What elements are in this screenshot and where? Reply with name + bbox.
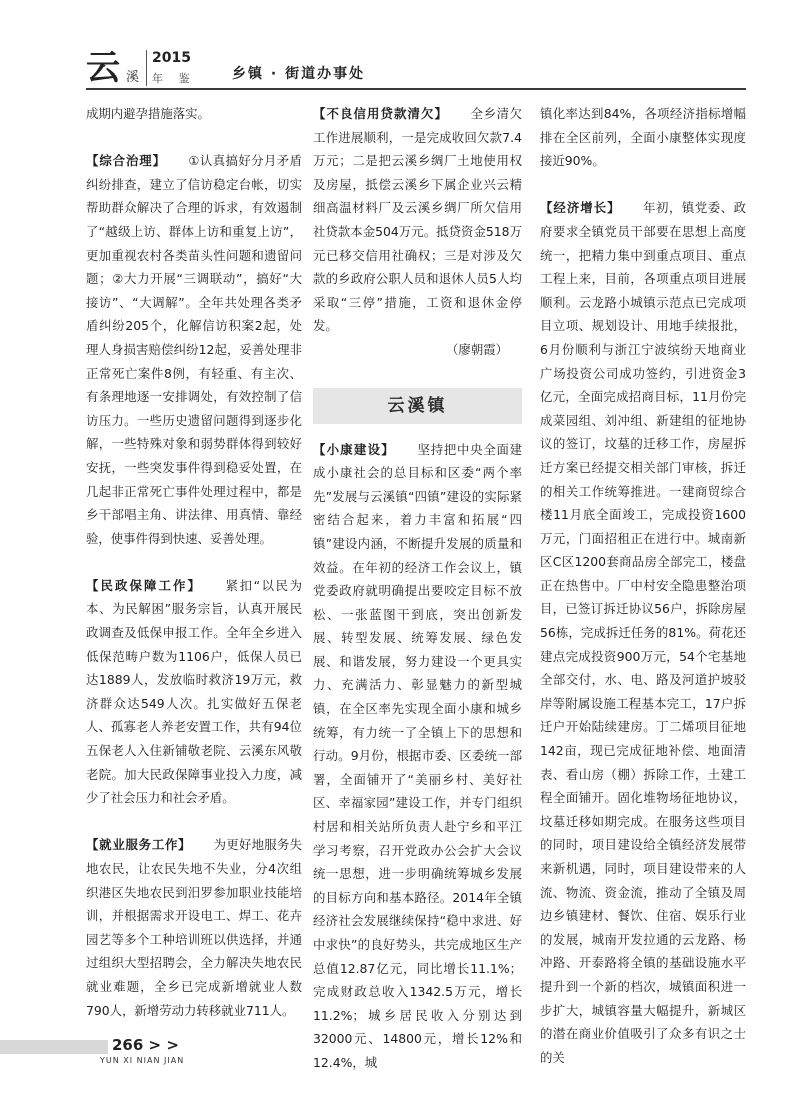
- town-section-heading: 云溪镇: [313, 388, 522, 424]
- author-credit: （廖朝霞）: [446, 341, 508, 357]
- paragraph-text: 为更好地服务失地农民，让农民失地不失业，分4次组织港区失地农民到汨罗参加职业技能培训，并根据需求开设电工、焊工、花卉园艺等多个工种培训班以供选择，并通过组织大型招聘会，全力解决失地农民就业难题，全乡已完成新增就业人数790人，新增劳动力转移就业711人。: [86, 837, 303, 1018]
- column-3: [540, 102, 746, 1069]
- section-keyword: 【经济增长】: [540, 200, 621, 216]
- header-nianjian: 年 鉴: [152, 72, 196, 85]
- column-1: [86, 102, 302, 1022]
- paragraph-civil-affairs: [86, 574, 302, 810]
- page-number-value: 266: [112, 1036, 144, 1054]
- paragraph-text: 坚持把中央全面建成小康社会的总目标和区委“两个率先”发展与云溪镇“四镇”建设的实际紧密结合起来，着力丰富和拓展“四镇”建设内涵，不断提升发展的质量和效益。在年初的经济工作会议上，镇党委政府就明确提出要咬定目标不放松、一张蓝图干到底，突出创新发展、转型发展、统筹发展、绿色发展、和谐发展，努力建设一个更具实力、充满活力、彰显魅力的新型城镇，在全区率先实现全面小康和城乡统筹，有力统一了全镇上下的思想和行动。9月份，根据市委、区委统一部署，全面铺开了“美丽乡村、美好社区、幸福家园”建设工作，并专门组织村居和相关站所负责人赴宁乡和平江学习考察，召开党政办公会扩大会议统一思想，进一步明确统筹城乡发展的目标方向和基本路径。2014年全镇经济社会发展继续保持“稳中求进、好中求快”的良好势头，共完成地区生产总值12.87亿元，同比增长11.1%；完成财政总收入1342.5万元，增长11.2%；城乡居民收入分别达到32000元、14800元，增长12%和12.4%，城: [313, 441, 523, 1070]
- yearbook-logo-char: 云: [86, 48, 120, 88]
- header-rule: [86, 88, 746, 90]
- paragraph-text: ①认真搞好分月矛盾纠纷排查，建立了信访稳定台帐，切实帮助群众解决了合理的诉求，有效遏制了“越级上访、群体上访和重复上访”，更加重视农村各类苗头性问题和遗留问题；②大力开展“三调联动”，搞好“大接访”、“大调解”。全年共处理各类矛盾纠纷205个，化解信访积案2起，处理人身损害赔偿纠纷12起，妥善处理非正常死亡案件8例，有轻重、有主次、有条理地逐一安排调处，有效控制了信访压力。一些历史遗留问题得到逐步化解，一些特殊对象和弱势群体得到较好安抚，一些突发事件得到稳妥处置，在几起非正常死亡事件处理过程中，都是乡干部唱主角、讲法律、用真情、靠经验，使事件得到快速、妥善处理。: [86, 153, 303, 546]
- paragraph-continuation: 镇化率达到84%，各项经济指标增幅排在全区前列，全面小康整体实现度接近90%。: [540, 106, 746, 169]
- page-arrows: > >: [148, 1036, 179, 1054]
- paragraph-text: 年初，镇党委、政府要求全镇党员干部要在思想上高度统一，把精力集中到重点项目、重点工程上来，目前，各项重点项目进展顺利。云龙路小城镇示范点已完成项目立项、规划设计、用地手续报批，6月份顺利与浙江宁波缤纷天地商业广场投资公司成功签约，引进资金3亿元，全面完成招商目标，11月份完成菜园组、刘冲组、新建组的征地协议的签订，坟墓的迁移工作，房屋拆迁方案已经提交相关部门审核，拆迁的相关工作统筹推进。一建商贸综合楼11月底全面竣工，完成投资1600万元，门面招租正在进行中。城南新区C区1200套商品房全部完工，楼盘正在热售中。厂中村安全隐患整治项目，已签订拆迁协议56户，拆除房屋56栋，完成拆迁任务的81%。荷花还建点完成投资900万元，54个宅基地全部交付，水、电、路及河道护坡驳岸等附属设施工程基本完工，17户拆迁户开始陆续建房。丁二烯项目征地142亩，现已完成征地补偿、地面清表、看山房（棚）拆除工作，土建工程全面铺开。固化堆物场征地协议，坟墓迁移如期完成。在服务这些项目的同时，项目建设给全镇经济发展带来新机遇，同时，项目建设带来的人流、物流、资金流，推动了全镇及周边乡镇建材、餐饮、住宿、娱乐行业的发展，城南开发拉通的云龙路、杨冲路、开泰路将全镇的基础设施水平提升到一个新的档次，城镇面积进一步扩大，城镇容量大幅提升，新城区的潜在商业价值吸引了众多有识之士的关: [540, 200, 747, 1065]
- section-keyword: 【就业服务工作】: [86, 837, 192, 853]
- paragraph-text: 全乡清欠工作进展顺利，一是完成收回欠款7.4万元；二是把云溪乡绸厂土地使用权及房屋，抵偿云溪乡下属企业兴云精细高温材料厂及云溪乡绸厂所欠信用社贷款本金504万元。抵贷资金518万元已移交信用社确权；三是对涉及欠款的乡政府公职人员和退休人员5人均采取“三停”措施，工资和退休金停发。: [313, 106, 522, 334]
- yearbook-logo-char-2: 溪: [126, 70, 140, 85]
- paragraph-comprehensive-governance: [86, 149, 302, 550]
- column-2: [313, 102, 522, 1075]
- paragraph-continuation: 成期内避孕措施落实。: [86, 106, 210, 121]
- paragraph-economic-growth: [540, 196, 746, 1069]
- page-number: [112, 1036, 179, 1054]
- header-divider: [146, 50, 147, 86]
- section-keyword: 【民政保障工作】: [86, 577, 202, 593]
- footer-strip: [0, 1040, 108, 1054]
- header-year: 2015: [152, 50, 191, 66]
- paragraph-employment-service: [86, 833, 302, 1022]
- header-section-title: 乡镇 · 街道办事处: [232, 66, 366, 82]
- footer-book-name: YUN XI NIAN JIAN: [100, 1056, 185, 1065]
- section-keyword: 【不良信用贷款清欠】: [313, 106, 448, 121]
- section-keyword: 【综合治理】: [86, 153, 166, 169]
- paragraph-xiaokang-construction: [313, 438, 522, 1075]
- paragraph-text: 紧扣“以民为本、为民解困”服务宗旨，认真开展民政调查及低保申报工作。全年全乡进入低保范畴户数为1106户，低保人员已达1889人，发放临时救济19万元，救济群众达549人次。扎实做好五保老人、孤寡老人养老安置工作，共有94位五保老人入住新铺敬老院、云溪东风敬老院。加大民政保障事业投入力度，减少了社会压力和社会矛盾。: [86, 577, 302, 806]
- paragraph-bad-loan-recovery: [313, 102, 522, 338]
- section-keyword: 【小康建设】: [313, 441, 395, 457]
